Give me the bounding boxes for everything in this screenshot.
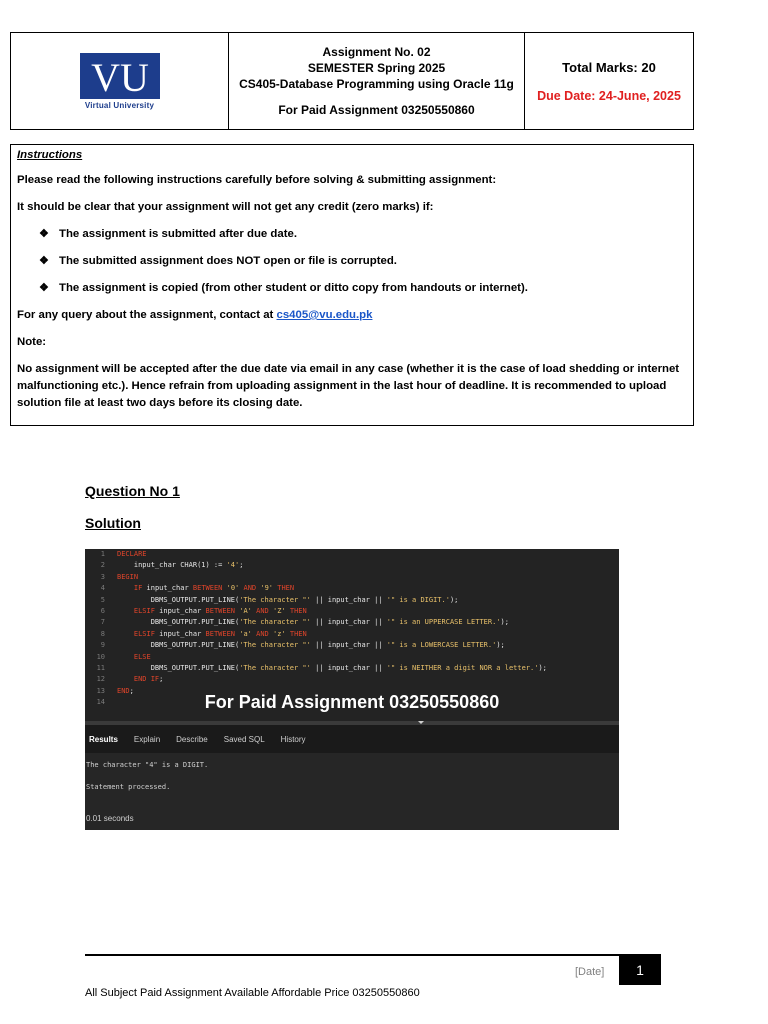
logo-cell	[11, 33, 229, 129]
code-token: DBMS_OUTPUT.PUT_LINE(	[117, 663, 240, 672]
code-token: '" is NEITHER a digit NOR a letter.'	[386, 663, 539, 672]
question-title: Question No 1	[85, 483, 180, 499]
note-label: Note:	[17, 336, 47, 348]
assignment-number: Assignment No. 02	[322, 45, 431, 59]
code-line	[85, 674, 619, 685]
line-number: 4	[100, 584, 105, 593]
contact-email-link[interactable]: cs405@vu.edu.pk	[276, 309, 373, 321]
page-number: 1	[619, 954, 661, 985]
code-token: DBMS_OUTPUT.PUT_LINE(	[117, 595, 240, 604]
tab-explain[interactable]: Explain	[133, 734, 161, 744]
elapsed-time: 0.01 seconds	[86, 814, 134, 823]
code-token: input_char	[154, 606, 206, 615]
code-token: AND	[243, 584, 257, 593]
code-token	[117, 653, 134, 661]
tab-results[interactable]: Results	[89, 734, 118, 744]
line-number: 13	[96, 686, 105, 695]
marks-cell	[525, 33, 693, 129]
code-line	[85, 595, 619, 606]
logo-caption: Virtual University	[84, 100, 155, 110]
code-line	[85, 549, 619, 560]
code-line	[85, 652, 619, 663]
status-line: Statement processed.	[86, 783, 171, 791]
code-token: AND	[256, 606, 269, 615]
contact-line: For any query about the assignment, contact at cs405@vu.edu.pk	[17, 309, 373, 321]
code-token: DBMS_OUTPUT.PUT_LINE(	[117, 641, 240, 650]
code-token: 'The character "'	[239, 618, 311, 627]
instructions-title: Instructions	[17, 149, 83, 161]
code-line	[85, 640, 619, 651]
list-item: ❖ The assignment is submitted after due date.	[39, 226, 687, 243]
zero-marks-warning: It should be clear that your assignment will not get any credit (zero marks) if:	[17, 201, 434, 213]
solution-label: Solution	[85, 515, 141, 531]
code-token: '9'	[260, 584, 274, 593]
code-line	[85, 572, 619, 583]
code-token: DECLARE	[117, 550, 147, 558]
results-pane	[85, 753, 619, 830]
due-date: Due Date: 24-June, 2025	[537, 88, 681, 103]
code-token: IF	[133, 584, 143, 593]
code-line	[85, 629, 619, 640]
code-token: END	[117, 686, 130, 695]
vu-logo-icon	[80, 53, 160, 99]
code-token	[117, 630, 134, 638]
tab-saved-sql[interactable]: Saved SQL	[223, 734, 265, 744]
footer-divider	[85, 954, 619, 956]
paid-note: For Paid Assignment 03250550860	[278, 103, 475, 117]
code-token: ;	[239, 561, 244, 570]
code-token: ELSIF	[133, 606, 155, 615]
bullet-icon: ❖	[39, 255, 49, 267]
list-item: ❖ The assignment is copied (from other student or ditto copy from handouts or internet).	[39, 280, 687, 297]
code-token: BEGIN	[117, 572, 139, 581]
code-token	[117, 675, 134, 683]
line-number: 2	[100, 561, 105, 570]
code-token: || input_char ||	[310, 663, 387, 672]
instructions-box	[10, 144, 694, 426]
code-token: THEN	[289, 606, 307, 615]
line-number: 14	[96, 698, 105, 707]
line-number: 12	[96, 675, 105, 684]
code-token: input_char CHAR(1) :=	[117, 561, 227, 570]
splitter-handle-icon[interactable]	[418, 721, 424, 724]
code-token: 'A'	[239, 606, 252, 615]
total-marks: Total Marks: 20	[562, 59, 656, 75]
code-token: THEN	[277, 584, 295, 593]
code-line	[85, 663, 619, 674]
logo-letters: VU	[90, 54, 149, 99]
code-token: || input_char ||	[310, 618, 387, 627]
code-token: ;	[129, 686, 134, 695]
list-item: ❖ The submitted assignment does NOT open or file is corrupted.	[39, 253, 687, 270]
assignment-info	[229, 33, 525, 129]
line-number: 10	[96, 652, 105, 661]
code-token: END IF	[133, 675, 160, 684]
code-token	[117, 584, 134, 592]
code-token: 'z'	[273, 629, 286, 638]
code-token: || input_char ||	[310, 595, 387, 604]
code-line	[85, 583, 619, 594]
bullet-icon: ❖	[39, 228, 49, 240]
footer-text: All Subject Paid Assignment Available Affordable Price 03250550860	[85, 987, 420, 999]
code-line	[85, 560, 619, 571]
line-number: 7	[100, 618, 105, 627]
code-token: );	[449, 595, 459, 604]
code-token: THEN	[289, 629, 307, 638]
code-token: input_char	[142, 584, 193, 593]
code-token: '4'	[226, 561, 240, 570]
line-number: 8	[100, 629, 105, 638]
code-line	[85, 606, 619, 617]
code-token: '" is a DIGIT.'	[386, 595, 450, 604]
code-screenshot	[85, 549, 619, 830]
code-token: ;	[159, 675, 164, 684]
code-token: 'a'	[239, 629, 252, 638]
code-token: '0'	[226, 584, 240, 593]
code-token: 'The character "'	[239, 641, 311, 650]
date-placeholder: [Date]	[575, 966, 605, 978]
course-title: CS405-Database Programming using Oracle 11g	[239, 77, 514, 91]
code-token: DBMS_OUTPUT.PUT_LINE(	[117, 618, 240, 627]
code-token: '" is an UPPERCASE LETTER.'	[386, 618, 501, 627]
line-number: 5	[100, 595, 105, 604]
code-token: 'The character "'	[239, 595, 311, 604]
vu-logo	[80, 53, 160, 99]
code-token: BETWEEN	[192, 584, 223, 593]
code-token: );	[496, 641, 505, 650]
instructions-intro: Please read the following instructions carefully before solving & submitting assignment:	[17, 174, 497, 186]
code-token: ELSIF	[133, 629, 155, 638]
watermark-text: For Paid Assignment 03250550860	[204, 692, 500, 712]
code-token: );	[500, 618, 509, 627]
code-token	[117, 607, 134, 615]
bullet-icon: ❖	[39, 282, 49, 294]
code-token: AND	[256, 629, 269, 638]
line-number: 9	[100, 641, 105, 650]
code-token: BETWEEN	[205, 629, 236, 638]
code-token: || input_char ||	[310, 641, 387, 650]
header-table	[10, 32, 694, 130]
line-number: 6	[100, 606, 105, 615]
code-token: 'Z'	[273, 606, 286, 615]
tab-history[interactable]: History	[280, 734, 306, 744]
results-tabs	[85, 725, 619, 753]
code-line	[85, 617, 619, 628]
code-token: ELSE	[133, 652, 151, 661]
rules-list	[39, 226, 687, 297]
semester: SEMESTER Spring 2025	[307, 61, 446, 75]
line-number: 1	[100, 550, 105, 558]
code-token: 'The character "'	[239, 663, 311, 672]
code-token: input_char	[154, 629, 206, 638]
note-text: No assignment will be accepted after the due date via email in any case (whether it is the case of load shedding or internet malfunctioning etc.). Hence refrain from uploading assignment in the last hour of deadline. It is recommended to upload solution file at least two days before its closing date.	[17, 363, 680, 409]
code-token: BETWEEN	[205, 606, 236, 615]
code-token: );	[538, 663, 547, 672]
tab-describe[interactable]: Describe	[176, 734, 208, 744]
line-number: 3	[100, 572, 105, 581]
line-number: 11	[96, 663, 105, 672]
output-line: The character "4" is a DIGIT.	[86, 761, 209, 769]
code-token: '" is a LOWERCASE LETTER.'	[386, 641, 497, 650]
